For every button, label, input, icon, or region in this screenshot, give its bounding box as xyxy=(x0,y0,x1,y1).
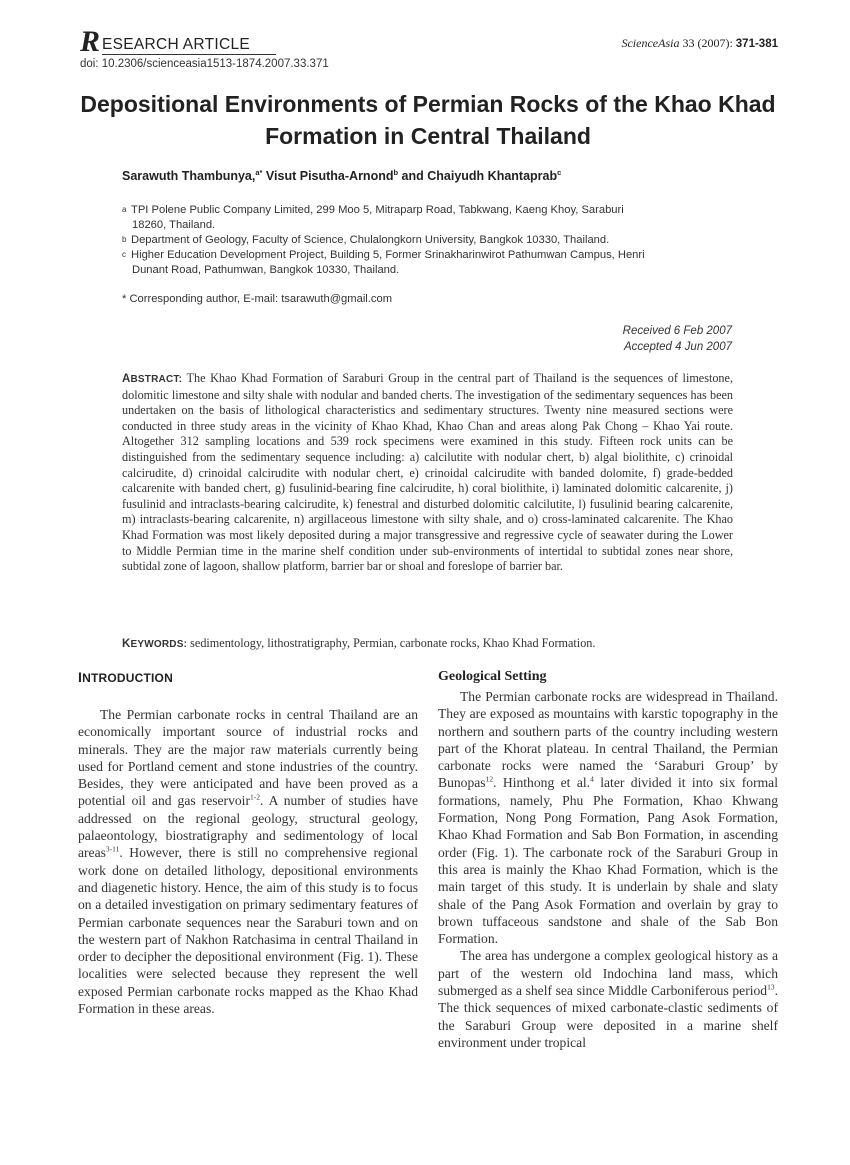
journal-pages: 371-381 xyxy=(735,38,778,50)
keywords xyxy=(122,636,733,651)
geological-setting-body xyxy=(438,688,778,1051)
accepted-date: Accepted 4 Jun 2007 xyxy=(623,341,732,353)
introduction-body xyxy=(78,706,418,1017)
journal-brand xyxy=(80,25,270,58)
author-affiliation-mark: a* xyxy=(255,167,263,177)
keywords-label: KEYWORDS: xyxy=(122,638,188,650)
paragraph: The area has undergone a complex geological history as a part of the western old Indochina land mass, which submerged as a shelf sea since Middle Carboniferous period$^{13}$. The thick sequences of mixed carbonate-clastic sediments of the Saraburi Group were deposited in a marine shelf environment under tropical xyxy=(438,948,778,1050)
author-affiliation-mark: b xyxy=(393,167,399,177)
introduction-heading: INTRODUCTION xyxy=(78,669,173,685)
affiliation-mark: c xyxy=(122,250,126,259)
brand-underline xyxy=(102,54,276,55)
author-affiliation-mark: c xyxy=(557,167,562,177)
affiliation-c xyxy=(122,248,742,278)
journal-name: ScienceAsia xyxy=(621,36,680,50)
research-article-logo-letter: R xyxy=(80,25,101,58)
article-type-label: ESEARCH ARTICLE xyxy=(102,36,251,53)
author-name: Visut Pisutha-Arnond xyxy=(262,169,394,183)
paragraph: The Permian carbonate rocks are widespread in Thailand. They are exposed as mountains with karstic topography in the northern and southern parts of the country including western part of the Khorat plateau. In central Thailand, the Permian carbonate rocks were named the ‘Saraburi Group’ by Bunopas$^{12}$. Hinthong et al.$^4$ later divided it into six formal formations, namely, Phu Phe Formation, Khao Khwang Formation, Nong Pong Formation, Pang Asok Formation, Khao Khad Formation and Sab Bon Formation, in ascending order (Fig. 1). The carbonate rock of the Saraburi Group in this area is mainly the Khao Khad Formation, which is the main target of this study. It is underlain by shale and slaty shale of the Pang Asok Formation and overlain by gray to brown tuffaceous sandstone and shale of the Sab Bon Formation. xyxy=(438,689,778,947)
geological-setting-heading: Geological Setting xyxy=(438,669,547,684)
affiliation-b xyxy=(122,233,742,248)
affiliation-text: Dunant Road, Pathumwan, Bangkok 10330, Thailand. xyxy=(132,264,400,276)
corresponding-author: * Corresponding author, E-mail: tsarawuth@gmail.com xyxy=(122,293,393,305)
affiliation-mark: b xyxy=(122,235,127,244)
author-name: Sarawuth Thambunya, xyxy=(122,169,256,183)
citation-ref: 12 xyxy=(485,774,494,784)
author-name: and Chaiyudh Khantaprab xyxy=(398,169,558,183)
paper-title: Depositional Environments of Permian Rocks of the Khao Khad Formation in Central Thailand xyxy=(80,91,776,149)
abstract-text: The Khao Khad Formation of Saraburi Group in the central part of Thailand is the sequences of limestone, dolomitic limestone and silty shale with nodular and banded cherts. The investigation of the sedimentary sequences has been undertaken on the basis of lithological characteristics and sedimentary structures. Twenty nine measured sections were conducted in three study areas in the vicinity of Khao Khad, Khao Chan and areas along Pak Chong – Khao Yai route. Altogether 312 sampling locations and 539 rock specimens were examined in this study. Fifteen rock units can be distinguished from the sedimentary sequence including: a) calcilutite with nodular chert, b) algal biolithite, c) crinoidal calcirudite, d) crinoidal calcirudite with nodular chert, e) crinoidal calcirudite with banded dolomite, f) grade-bedded calcarenite with banded chert, g) fusulinid-bearing fine calcirudite, h) coral biolithite, i) laminated dolomitic calcarenite, j) fusulinid and intraclasts-bearing calcirudite, k) fenestral and disturbed dolomitic calcilutite, l) fusulinid bearing calcarenite, m) intraclasts-bearing calcarenite, n) argillaceous limestone with silty shale, and o) cross-laminated calcarenite. The Khao Khad Formation was most likely deposited during a major transgressive and regressive cycle of seawater during the Lower to Middle Permian time in the marine shelf condition under sub-environments of intertidal to subtidal zones near shore, subtidal zone of lagoon, shallow platform, barrier bar or shoal and foreslope of barrier bar. xyxy=(122,371,733,574)
abstract xyxy=(122,371,733,575)
abstract-label: ABSTRACT: xyxy=(122,373,183,385)
submission-dates xyxy=(623,323,732,355)
citation-ref: 3-11 xyxy=(105,844,120,854)
citation-ref: 1-2 xyxy=(249,792,260,802)
received-date: Received 6 Feb 2007 xyxy=(622,325,732,337)
journal-volume-year: 33 (2007): xyxy=(682,36,733,50)
citation-ref: 4 xyxy=(590,774,594,784)
citation-ref: 13 xyxy=(767,982,775,992)
affiliation-text: Higher Education Development Project, Building 5, Former Srinakharinwirot Pathumwan Campus, Henri xyxy=(131,249,645,261)
journal-citation xyxy=(621,36,778,51)
affiliation-text: TPI Polene Public Company Limited, 299 Moo 5, Mitraparp Road, Tabkwang, Kaeng Khoy, Saraburi xyxy=(131,204,624,216)
keywords-text: sedimentology, lithostratigraphy, Permian, carbonate rocks, Khao Khad Formation. xyxy=(187,636,596,650)
doi-text[interactable]: doi: 10.2306/scienceasia1513-1874.2007.33.371 xyxy=(80,58,329,70)
affiliation-text: Department of Geology, Faculty of Science, Chulalongkorn University, Bangkok 10330, Thailand. xyxy=(131,234,610,246)
affiliation-text: 18260, Thailand. xyxy=(132,219,216,231)
affiliation-mark: a xyxy=(122,205,127,214)
paragraph: The Permian carbonate rocks in central Thailand are an economically important source of industrial rocks and minerals. They are the major raw materials currently being used for Portland cement and stone industries of the country. Besides, they were anticipated and have been proved as a potential oil and gas reservoir$^{1-2}$. A number of studies have addressed on the regional geology, structural geology, palaeontology, biostratigraphy and sedimentology of local areas$^{3-11}$. However, there is still no comprehensive regional work done on detailed lithology, depositional environments and diagenetic history. Hence, the aim of this study is to focus on a detailed investigation on primary sedimentary features of Permian carbonate sequences near the Saraburi town and on the western part of Nakhon Ratchasima in central Thailand in order to decipher the depositional environment (Fig. 1). These localities were selected because they represent the well exposed Permian carbonate rocks mapped as the Khao Khad Formation in these areas. xyxy=(78,707,418,1017)
affiliation-a xyxy=(122,203,742,233)
author-list xyxy=(122,169,561,183)
